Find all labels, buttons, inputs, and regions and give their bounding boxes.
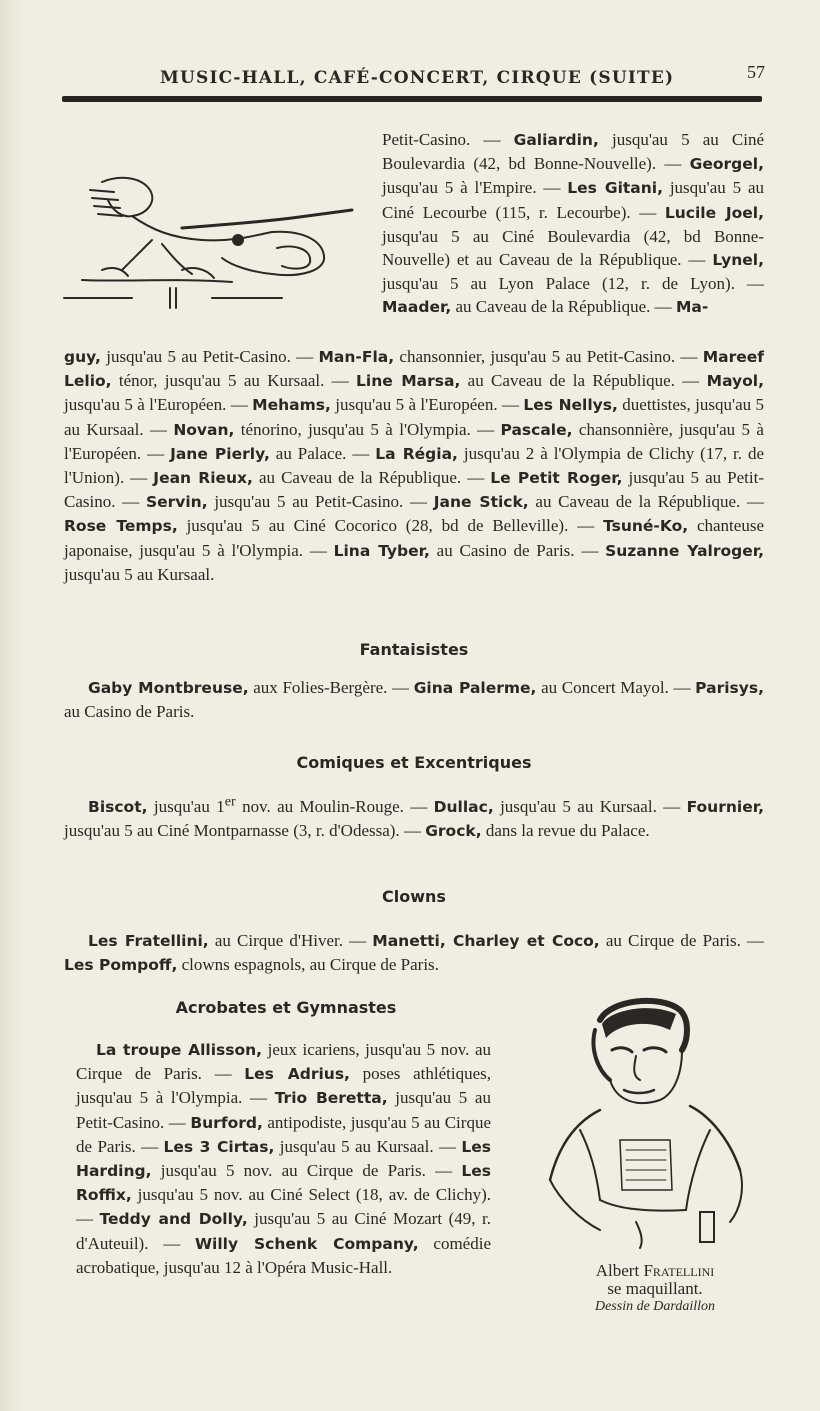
text-run: jusqu'au 5 nov. au Ciné Select (18, av. de Clichy). — (76, 1185, 491, 1229)
text-run: jusqu'au 5 au Ciné Montparnasse (3, r. d'Odessa). — (64, 820, 426, 840)
paragraph-continued-singers (382, 128, 764, 320)
performer-name: Trio Beretta, (274, 1089, 388, 1108)
text-run: au Concert Mayol. — (536, 678, 696, 697)
text-run: au Palace. — (269, 443, 376, 463)
text-run: jusqu'au 5 à l'Empire. — (382, 178, 568, 198)
performer-name: Les Gitani, (567, 179, 663, 198)
performer-name: Dullac, (433, 797, 494, 816)
text-run: jusqu'au 5 au Ciné Cocorico (28, bd de Belleville). — (177, 516, 604, 536)
text-run: jusqu'au 5 au Kursaal. — (493, 796, 687, 816)
paragraph-fantaisistes (64, 676, 764, 723)
paragraph-clowns (64, 929, 764, 977)
section-heading-comiques: Comiques et Excentriques (296, 753, 532, 772)
text-run: chanteuse japonaise, jusqu'au 5 à l'Olympia. — (64, 516, 764, 560)
text-run: jusqu'au 5 au Ciné Boulevardia (42, bd Bonne-Nouvelle). — (382, 130, 764, 174)
text-run: jusqu'au 5 au Ciné Mozart (49, r. d'Auteuil). — (76, 1209, 492, 1253)
caption-description: se maquillant. (607, 1279, 703, 1298)
text-run: au Caveau de la République. — (528, 492, 764, 512)
performer-name: Biscot, (88, 797, 148, 816)
running-head: MUSIC-HALL, CAFÉ-CONCERT, CIRQUE (SUITE) (160, 68, 675, 88)
text-run: antipodiste, jusqu'au 5 au Cirque de Paris. — (76, 1112, 491, 1156)
performer-name: Galiardin, (513, 131, 599, 149)
text-run: chansonnier, jusqu'au 5 au Petit-Casino. — (394, 347, 703, 366)
text-run: jusqu'au 5 au Kursaal. (64, 564, 215, 584)
text-run: ténorino, jusqu'au 5 à l'Olympia. — (234, 419, 501, 439)
performer-name: Tsuné-Ko, (603, 517, 689, 536)
section-heading-acrobates: Acrobates et Gymnastes (175, 998, 397, 1017)
text-run: dans la revue du Palace. (481, 820, 650, 840)
performer-name: Les Adrius, (244, 1065, 350, 1084)
caption-name (545, 1262, 765, 1280)
text-run: jusqu'au 5 à l'Européen. — (330, 395, 524, 415)
paragraph-text (64, 678, 764, 721)
performer-name: Suzanne Yalroger, (605, 541, 764, 560)
paragraph-comiques (64, 790, 764, 843)
performer-name: Mehams, (252, 396, 331, 415)
text-run: au Caveau de la République. — (451, 297, 676, 317)
paragraph-text (64, 347, 764, 584)
performer-name: Grock, (425, 821, 482, 840)
performer-name: Teddy and Dolly, (99, 1210, 248, 1229)
text-run: jusqu'au 5 au Ciné Lecourbe (115, r. Lecourbe). — (382, 178, 764, 222)
performer-name: Georgel, (689, 155, 764, 174)
performer-name: Servin, (145, 493, 208, 512)
performer-name: Novan, (173, 420, 235, 439)
text-run: clowns espagnols, au Cirque de Paris. (177, 955, 439, 975)
performer-name: Man-Fla, (318, 348, 395, 366)
text-run: jusqu'au 5 au Ciné Boulevardia (42, bd Bonne-Nouvelle) et au Caveau de la République. — (382, 226, 764, 270)
paragraph-singers-list (64, 345, 764, 586)
performer-name: Jane Stick, (433, 493, 529, 512)
performer-name: Mayol, (706, 372, 765, 391)
performer-name: Jean Rieux, (153, 469, 253, 488)
section-heading-clowns: Clowns (382, 887, 446, 906)
clown-portrait-illustration (540, 990, 755, 1255)
section-heading-fantaisistes: Fantaisistes (359, 640, 469, 659)
text-run: Petit-Casino. — (382, 130, 514, 149)
performer-name: Manetti, Charley et Coco, (372, 932, 600, 950)
performer-name: Les Pompoff, (64, 956, 178, 975)
text-run: jusqu'au 5 au Petit-Casino. — (207, 492, 434, 512)
performer-name: Burford, (190, 1113, 263, 1132)
paragraph-acrobates (76, 1038, 491, 1279)
text-run: au Casino de Paris. — (429, 540, 606, 560)
performer-name: Gaby Montbreuse, (88, 679, 249, 697)
text-run: jusqu'au 5 nov. au Cirque de Paris. — (151, 1161, 462, 1181)
caption-last-name: Fratellini (643, 1261, 715, 1280)
performer-name: Gina Palerme, (413, 679, 537, 697)
performer-name: Willy Schenk Company, (194, 1234, 419, 1253)
performer-name: Lina Tyber, (333, 541, 430, 560)
performer-name: La troupe Allisson, (96, 1041, 263, 1059)
text-run: duettistes, jusqu'au 5 au Kursaal. — (64, 395, 765, 439)
performer-name: Fournier, (686, 797, 764, 816)
text-run: ténor, jusqu'au 5 au Kursaal. — (111, 371, 357, 391)
text-run: au Caveau de la République. — (252, 468, 491, 488)
text-run: au Cirque d'Hiver. — (208, 931, 373, 950)
performer-name: guy, (64, 348, 101, 366)
text-run: aux Folies-Bergère. — (248, 678, 414, 697)
performer-name: Les Fratellini, (88, 932, 209, 950)
mouse-sketch-illustration (62, 170, 362, 310)
text-run: jusqu'au 2 à l'Olympia de Clichy (17, r. de l'Union). — (64, 443, 765, 488)
text-run: jusqu'au 1 (147, 796, 225, 816)
performer-name: Lucile Joel, (664, 203, 764, 222)
performer-name: Lynel, (712, 251, 764, 270)
text-run: jusqu'au 5 au Lyon Palace (12, r. de Lyon). — (382, 274, 764, 294)
performer-name: Ma- (675, 298, 709, 317)
text-run: au Caveau de la République. — (460, 371, 707, 391)
text-run: nov. au Moulin-Rouge. — (235, 796, 434, 816)
paragraph-text (76, 1040, 491, 1277)
performer-name: Rose Temps, (64, 517, 178, 536)
performer-name: Line Marsa, (356, 372, 461, 391)
performer-name: Jane Pierly, (170, 444, 270, 463)
performer-name: Le Petit Roger, (490, 469, 623, 488)
header-rule (62, 96, 762, 102)
text-run: jusqu'au 5 au Petit-Casino. — (64, 468, 764, 512)
performer-name: Les 3 Cirtas, (163, 1137, 275, 1156)
illustration-caption (545, 1262, 765, 1316)
text-run: poses athlétiques, jusqu'au 5 à l'Olympia. — (76, 1064, 491, 1108)
paragraph-text (382, 130, 764, 316)
text-run: jusqu'au 5 au Petit-Casino. — (76, 1088, 491, 1132)
paragraph-text (64, 931, 764, 974)
performer-name: Les Harding, (76, 1137, 491, 1181)
performer-name: Mareef Lelio, (64, 348, 764, 391)
performer-name: Maader, (382, 298, 452, 317)
performer-name: Pascale, (500, 420, 573, 439)
performer-name: Les Roffix, (76, 1162, 491, 1205)
text-run: au Casino de Paris. (64, 702, 195, 722)
page-number: 57 (747, 62, 765, 82)
caption-credit: Dessin de Dardaillon (594, 1299, 716, 1314)
performer-name: Parisys, (695, 679, 764, 697)
text-run: jusqu'au 5 au Petit-Casino. — (100, 347, 319, 366)
performer-name: La Régia, (375, 444, 458, 463)
superscript: er (224, 793, 236, 809)
text-run: au Cirque de Paris. — (599, 931, 764, 950)
page-edge (0, 0, 22, 1411)
text-run: chansonnière, jusqu'au 5 à l'Européen. — (64, 419, 764, 463)
paragraph-text (64, 793, 764, 840)
text-run: comédie acrobatique, jusqu'au 12 à l'Opéra Music-Hall. (76, 1233, 491, 1277)
text-run: jusqu'au 5 au Kursaal. — (274, 1136, 462, 1156)
text-run: jeux icariens, jusqu'au 5 nov. au Cirque de Paris. — (76, 1040, 491, 1084)
text-run: jusqu'au 5 à l'Européen. — (64, 395, 253, 415)
performer-name: Les Nellys, (523, 396, 618, 415)
caption-first-name: Albert (595, 1261, 640, 1280)
